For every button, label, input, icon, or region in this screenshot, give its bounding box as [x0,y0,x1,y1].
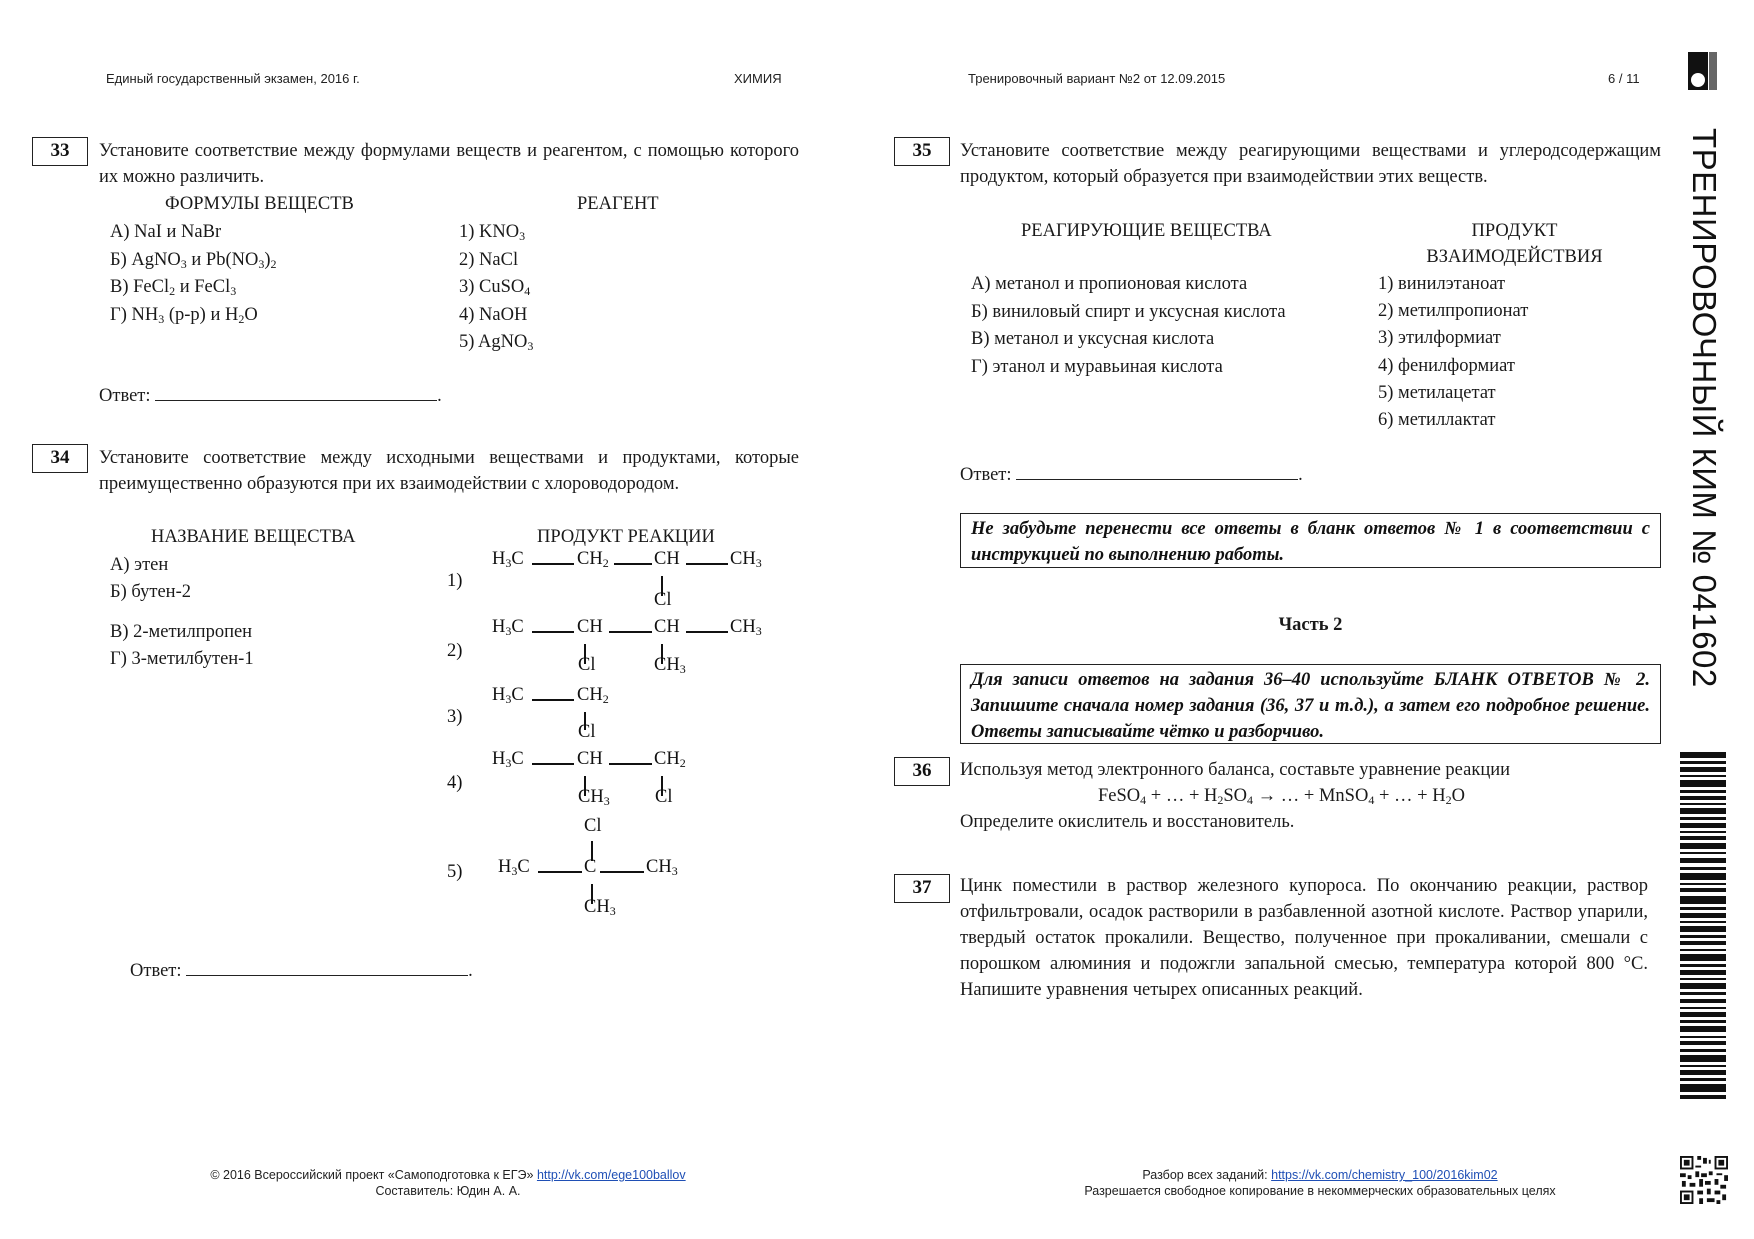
bond [532,699,574,701]
q33-reagent-5: 5) AgNO$_3$ [459,332,534,353]
footer-solutions-link[interactable]: https://vk.com/chemistry_100/2016kim02 [1271,1168,1498,1182]
question-number-34: 34 [32,444,88,473]
footer-right: Разбор всех заданий: https://vk.com/chemistry_100/2016kim02 Разрешается свободное копирование в некоммерческих образовательных целях [1084,1168,1556,1198]
q33-left-header: ФОРМУЛЫ ВЕЩЕСТВ [165,194,354,214]
bond [600,871,644,873]
q33-reagent-3: 3) CuSO$_4$ [459,277,531,298]
q34-option-b: Б) бутен-2 [110,582,191,602]
q35-answer: Ответ: . [960,462,1303,488]
bond [686,563,728,565]
q35-option-g: Г) этанол и муравьиная кислота [971,356,1223,377]
q33-option-a: А) NaI и NaBr [110,222,222,242]
part-2-title: Часть 2 [1278,615,1343,635]
barcode-icon [1680,752,1726,1102]
q35-product-5: 5) метилацетат [1378,382,1496,403]
q33-left-list [110,219,277,329]
notice-transfer-answers: Не забудьте перенести все ответы в бланк ответов № 1 в соответствии с инструкцией по выполнению работы. [960,513,1661,568]
q33-option-g: Г) $NH_3$ (р-р) и $H_2O$ [110,304,258,326]
bond [538,871,582,873]
q34-option-v: В) 2-метилпропен [110,622,253,642]
question-36-text: Используя метод электронного баланса, составьте уравнение реакции [960,760,1511,780]
q34-option-g: Г) 3-метилбутен-1 [110,649,254,669]
footer-vk-link[interactable]: http://vk.com/ege100ballov [536,1168,686,1182]
q34-answer-field[interactable] [186,958,468,976]
question-35-text: Установите соответствие между реагирующими веществами и углеродсодержащим продуктом, который образуется при взаимодействии этих веществ. [960,141,1661,187]
q34-option-a: А) этен [110,555,169,575]
q35-product-1: 1) винилэтаноат [1378,274,1506,294]
q35-option-a: А) метанол и пропионовая кислота [971,274,1248,294]
question-number-35: 35 [894,137,950,166]
q35-option-b: Б) виниловый спирт и уксусная кислота [971,301,1286,322]
q35-right-list [1378,271,1528,434]
vertical-kim-title: ТРЕНИРОВОЧНЫЙ КИМ № 041602 [1686,128,1723,688]
header-subject: ХИМИЯ [734,71,782,86]
q33-reagent-4: 4) NaOH [459,304,528,325]
q35-product-6: 6) метиллактат [1378,409,1496,430]
question-number-36: 36 [894,757,950,786]
question-number-33: 33 [32,137,88,166]
q33-answer: Ответ: . [99,383,442,409]
question-36-text-2: Определите окислитель и восстановитель. [960,812,1295,832]
q35-left-header: РЕАГИРУЮЩИЕ ВЕЩЕСТВА [1021,221,1272,241]
header-variant: Тренировочный вариант №2 от 12.09.2015 [968,71,1226,86]
q34-right-header: ПРОДУКТ РЕАКЦИИ [537,527,715,547]
q33-answer-field[interactable] [155,383,437,401]
q33-reagent-2: 2) NaCl [459,249,519,270]
q34-answer: Ответ: . [130,958,473,984]
bond [609,763,652,765]
corner-marker-icon [1688,52,1718,90]
notice-answer-form-2: Для записи ответов на задания 36–40 используйте БЛАНК ОТВЕТОВ № 2. Запишите сначала номер задания (36, 37 и т.д.), а затем его подробное решение. Ответы записывайте чётко и разборчиво. [960,664,1661,744]
q34-left-header: НАЗВАНИЕ ВЕЩЕСТВА [151,527,356,547]
q35-right-header: ПРОДУКТ ВЗАИМОДЕЙСТВИЯ [1426,221,1603,267]
bond [532,763,574,765]
question-34-text: Установите соответствие между исходными веществами и продуктами, которые преимущественно образуются при их взаимодействии с хлороводородом. [99,448,799,494]
bond [686,631,728,633]
q35-product-2: 2) метилпропионат [1378,301,1529,322]
q33-reagent-1: 1) $KNO_3$ [459,222,526,243]
q35-product-3: 3) этилформиат [1378,328,1501,349]
q35-left-list [971,271,1286,381]
footer-left: © 2016 Всероссийский проект «Самоподготовка к ЕГЭ» http://vk.com/ege100ballov Составитель: Юдин А. А. [210,1168,686,1198]
bond [532,631,574,633]
bond [614,563,652,565]
question-37-text: Цинк поместили в раствор железного купороса. По окончанию реакции, раствор отфильтровали, осадок растворили в разбавленной азотной кислоте. Раствор упарили, твердый остаток прокалили. Вещество, полученное при прокаливании, смешали с порошком алюминия и подожгли запальной смесью, температура которой 800 °С. Напишите уравнения четырех описанных реакций. [960,876,1648,1000]
bond [532,563,574,565]
chem-h3c: $H_3C$ [492,549,524,570]
q33-option-b: Б) AgNO$_3$ и $Pb(NO_3)_2$ [110,249,277,271]
header-exam: Единый государственный экзамен, 2016 г. [106,71,360,86]
q35-option-v: В) метанол и уксусная кислота [971,329,1215,349]
question-33-text: Установите соответствие между формулами веществ и реагентом, с помощью которого их можно различить. [99,141,799,187]
q33-option-v: В) FeCl$_2$ и FeCl$_3$ [110,277,237,298]
q35-answer-field[interactable] [1016,462,1298,480]
qr-code-icon [1680,1155,1728,1205]
q33-right-header: РЕАГЕНТ [577,194,659,214]
q35-product-4: 4) фенилформиат [1378,355,1515,376]
question-36-equation: FeSO$_4$ + … + $H_2SO_4$ → … + MnSO$_4$ + … + $H_2O$ [1098,786,1465,807]
bond [609,631,652,633]
q33-right-list [459,219,533,357]
header-page-number: 6 / 11 [1608,71,1640,86]
question-number-37: 37 [894,874,950,903]
